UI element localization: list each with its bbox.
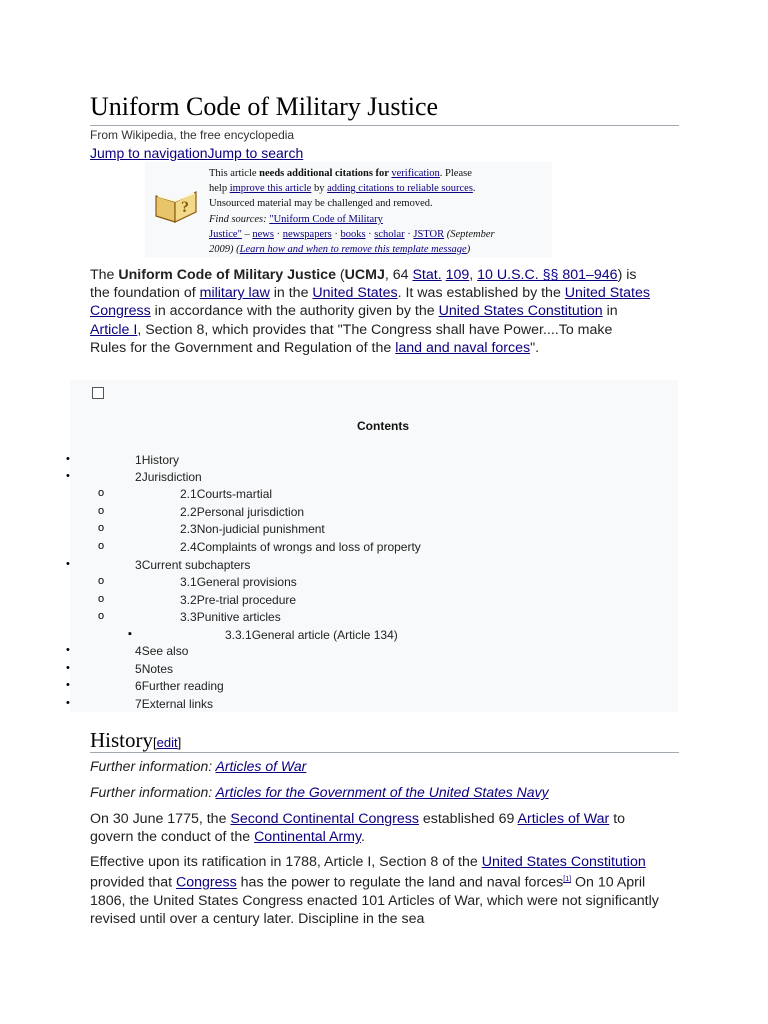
toc-item-number: 3.2 — [180, 593, 197, 607]
scholar-link[interactable]: scholar — [374, 228, 405, 240]
history-paragraph-2: Effective upon its ratification in 1788, Article I, Section 8 of the United States Constitution provided that Congress has the power to regulate the land and naval forces[1] On 10 April 1806, the United States Congress enacted 101 Articles of War, which were not significantly revised until over a century later. Discipline in the sea — [90, 854, 659, 928]
toc-item[interactable] — [180, 487, 272, 501]
toc-item-number: 3.3 — [180, 610, 197, 624]
page-title: Uniform Code of Military Justice — [90, 92, 439, 121]
toc-item-label: See also — [141, 644, 189, 658]
citation-1-link[interactable]: [1] — [563, 876, 572, 884]
land-naval-forces-link[interactable]: land and naval forces — [395, 339, 531, 356]
toc-item-label: Non-judicial punishment — [196, 522, 325, 536]
toc-item[interactable] — [180, 575, 297, 589]
jump-to-navigation-link[interactable]: Jump to navigation — [90, 145, 208, 161]
toc-item-number: 3.3.1 — [225, 628, 252, 642]
toc-bullet: o — [98, 610, 105, 622]
adding-citations-link[interactable]: adding citations to reliable sources — [327, 183, 473, 195]
jstor-link[interactable]: JSTOR — [413, 228, 445, 240]
toc-toggle-checkbox[interactable] — [92, 387, 104, 399]
navy-articles-link[interactable]: Articles for the Government of the United States Navy — [215, 784, 549, 800]
toc-bullet: ▪ — [128, 628, 132, 640]
toc-item-label: Punitive articles — [196, 610, 281, 624]
toc-bullet: • — [66, 644, 70, 656]
toc-item[interactable] — [135, 470, 202, 484]
toc-bullet: • — [66, 662, 70, 674]
toc-bullet: • — [66, 558, 70, 570]
toc-item-label: Notes — [141, 662, 174, 676]
stat-page-link[interactable]: 109 — [445, 267, 470, 283]
citation-notice-text: This article needs additional citations for verification. Please help improve this article by adding citations to reliable sources. Unsourced material may be challenged and removed. Find sources: "Uniform Code of Military Justice" – news · newspapers · books · scholar · JSTOR (September 2009) (Learn how and when to remove this template message) — [209, 168, 495, 256]
svg-text:?: ? — [181, 199, 189, 216]
toc-bullet: o — [98, 522, 105, 534]
us-constitution-link[interactable]: United States Constitution — [438, 303, 603, 320]
toc-item-number: 5 — [135, 662, 142, 676]
tagline: From Wikipedia, the free encyclopedia — [90, 128, 295, 142]
history-heading: History[edit] — [90, 728, 182, 752]
toc-item-number: 2 — [135, 470, 142, 484]
toc-bullet: • — [66, 470, 70, 482]
verification-link[interactable]: verification — [391, 168, 440, 179]
toc-item[interactable] — [180, 522, 325, 536]
stat-link[interactable]: Stat. — [412, 267, 442, 283]
toc-item-number: 7 — [135, 697, 142, 711]
jump-links — [90, 145, 303, 161]
jump-to-search-link[interactable]: Jump to search — [207, 145, 304, 161]
hatnote-articles-of-war: Further information: Articles of War — [90, 758, 307, 774]
toc-item[interactable] — [180, 593, 296, 607]
book-question-icon — [153, 184, 199, 224]
books-link[interactable]: books — [340, 228, 366, 240]
toc-item[interactable] — [180, 540, 421, 554]
toc-bullet: o — [98, 540, 105, 552]
toc-item[interactable] — [135, 558, 250, 572]
toc-item-label: Personal jurisdiction — [196, 505, 305, 519]
toc-item-label: General provisions — [196, 575, 297, 589]
toc-item-number: 2.3 — [180, 522, 197, 536]
second-continental-congress-link[interactable]: Second Continental Congress — [230, 811, 419, 827]
toc-item-number: 6 — [135, 679, 142, 693]
toc-bullet: o — [98, 593, 105, 605]
lead-paragraph: The Uniform Code of Military Justice (UCMJ, 64 Stat. 109, 10 U.S.C. §§ 801–946) is the foundation of military law in the United States. It was established by the United States Congress in accordance with the authority given by the United States Constitution in Article I, Section 8, which provides that "The Congress shall have Power....To make Rules for the Government and Regulation of the land and naval forces". — [90, 267, 650, 356]
us-congress-link[interactable]: United States Congress — [90, 285, 650, 320]
continental-army-link[interactable]: Continental Army — [254, 829, 362, 846]
articles-of-war-link[interactable]: Articles of War — [215, 758, 307, 774]
title-divider — [90, 125, 679, 126]
article-i-link[interactable]: Article I — [90, 321, 138, 338]
toc-item[interactable] — [135, 644, 188, 658]
find-sources-query-link[interactable]: "Uniform Code of Military — [269, 213, 383, 225]
toc-item[interactable] — [180, 610, 281, 624]
usc-link[interactable]: 10 U.S.C. §§ 801–946 — [477, 267, 618, 283]
toc-item-label: External links — [141, 697, 214, 711]
toc-item-number: 3 — [135, 558, 142, 572]
toc-bullet: o — [98, 575, 105, 587]
newspapers-link[interactable]: newspapers — [282, 228, 332, 240]
toc-item-label: Further reading — [141, 679, 224, 693]
toc-item-number: 2.4 — [180, 540, 197, 554]
learn-remove-template-link[interactable]: Learn how and when to remove this template message — [239, 244, 467, 256]
history-divider — [90, 752, 679, 753]
toc-item[interactable] — [180, 505, 304, 519]
toc-item-label: General article (Article 134) — [251, 628, 398, 642]
toc-item[interactable] — [135, 662, 173, 676]
toc-item-label: Complaints of wrongs and loss of property — [196, 540, 421, 554]
citation-notice-box — [145, 162, 552, 258]
toc-item[interactable] — [225, 628, 398, 642]
toc-item[interactable] — [135, 453, 179, 467]
toc-bullet: o — [98, 505, 105, 517]
toc-title: Contents — [357, 419, 409, 433]
united-states-link[interactable]: United States — [312, 285, 398, 302]
toc-item[interactable] — [135, 679, 224, 693]
history-paragraph-1: On 30 June 1775, the Second Continental Congress established 69 Articles of War to govern the conduct of the Continental Army. — [90, 811, 626, 846]
toc-bullet: • — [66, 453, 70, 465]
toc-item-number: 2.1 — [180, 487, 197, 501]
find-sources-query-link-cont[interactable]: Justice" — [209, 228, 242, 240]
toc-item-label: Current subchapters — [141, 558, 251, 572]
toc-item-label: Jurisdiction — [141, 470, 202, 484]
articles-of-war-link-2[interactable]: Articles of War — [517, 811, 610, 827]
toc-item-number: 2.2 — [180, 505, 197, 519]
toc-item-label: History — [141, 453, 180, 467]
us-constitution-link-2[interactable]: United States Constitution — [481, 854, 646, 870]
hatnote-navy-articles: Further information: Articles for the Government of the United States Navy — [90, 784, 549, 800]
congress-link[interactable]: Congress — [175, 874, 237, 891]
edit-history-link[interactable]: edit — [156, 735, 178, 750]
toc-item-number: 1 — [135, 453, 142, 467]
news-link[interactable]: news — [252, 228, 274, 240]
toc-item-number: 4 — [135, 644, 142, 658]
improve-article-link[interactable]: improve this article — [229, 183, 312, 195]
toc-bullet: • — [66, 679, 70, 691]
toc-item[interactable] — [135, 697, 213, 711]
toc-bullet: o — [98, 487, 105, 499]
toc-item-label: Pre-trial procedure — [196, 593, 297, 607]
toc-item-label: Courts-martial — [196, 487, 273, 501]
military-law-link[interactable]: military law — [199, 285, 270, 302]
toc-item-number: 3.1 — [180, 575, 197, 589]
toc-bullet: • — [66, 697, 70, 709]
